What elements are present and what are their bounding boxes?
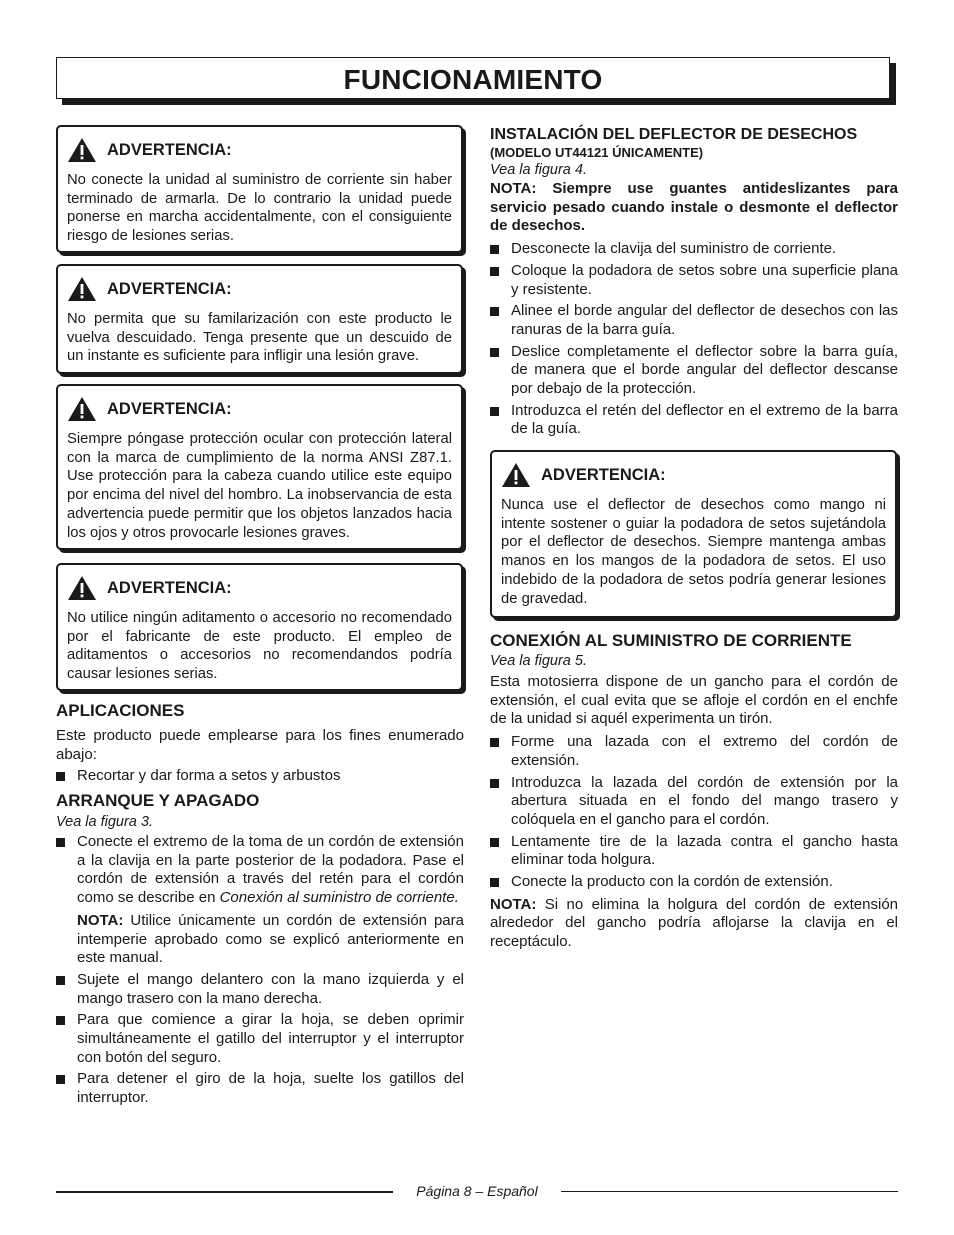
- note-text: Si no elimina la holgura del cordón de extensión alrededor del gancho podría aflojarse la clavija en el receptáculo.: [490, 895, 899, 951]
- note: NOTA: Siempre use guantes antideslizantes para servicio pesado cuando instale o desmonte el deflector de desechos.: [490, 180, 898, 235]
- list-item: Lentamente tire de la lazada contra el gancho hasta eliminar toda holgura.: [490, 833, 898, 870]
- footer-rule-right: [561, 1191, 898, 1192]
- figure-reference: Vea la figura 3.: [56, 814, 153, 830]
- warning-triangle-icon: [67, 396, 97, 422]
- conexion-intro: Esta motosierra dispone de un gancho para el cordón de extensión, el cual evita que se afloje el cordón en el enchfe de la unidad si aquél experimenta un tirón.: [490, 673, 898, 728]
- page-title: FUNCIONAMIENTO: [343, 64, 603, 95]
- warning-triangle-icon: [67, 276, 97, 302]
- list-item: Para que comience a girar la hoja, se deben oprimir simultáneamente el gatillo del interruptor y el interruptor con botón del seguro.: [56, 1011, 464, 1067]
- list-item: Forme una lazada con el extremo del cordón de extensión.: [490, 733, 898, 770]
- warning-box: [56, 125, 463, 253]
- warning-box: [56, 384, 463, 550]
- warning-text: Nunca use el deflector de desechos como mango ni intente sostener o guiar la podadora de setos sujetándola por el deflector de desechos. Siempre mantenga ambas manos en los mangos de la podadora de setos. El uso indebido de la podadora de setos podría generar lesiones de gravedad.: [501, 497, 886, 607]
- list-item: Recortar y dar forma a setos y arbustos: [56, 767, 464, 786]
- warning-text: No permita que su familarización con este producto le vuelva descuidado. Tenga presente que un descuido de un instante es suficiente para infligir una lesión grave.: [67, 311, 452, 365]
- warning-text: No conecte la unidad al suministro de corriente sin haber terminado de armarla. De lo contrario la unidad puede ponerse en marcha accidentalmente, con el consiguiente riesgo de lesiones serias.: [67, 172, 452, 245]
- warning-label: ADVERTENCIA:: [107, 140, 232, 159]
- list-item: Para detener el giro de la hoja, suelte los gatillos del interruptor.: [56, 1070, 464, 1107]
- section-heading: INSTALACIÓN DEL DEFLECTOR DE DESECHOS: [490, 126, 858, 143]
- page-title-box: [56, 57, 890, 99]
- note-label: NOTA:: [490, 895, 537, 913]
- list-item: Coloque la podadora de setos sobre una superficie plana y resistente.: [490, 262, 898, 299]
- note-label: NOTA:: [77, 911, 124, 929]
- note-text: Utilice únicamente un cordón de extensión para intemperie aprobado como se explicó anteriormente en este manual.: [77, 911, 464, 967]
- list-item: Introduzca la lazada del cordón de extensión por la abertura situada en el fondo del mango trasero y colóquela en el gancho para el cordón.: [490, 774, 898, 830]
- list-item: Introduzca el retén del deflector en el extremo de la barra de la guía.: [490, 402, 898, 439]
- aplicaciones-section: [56, 701, 464, 789]
- list-item: [56, 833, 464, 968]
- list-item: Alinee el borde angular del deflector de desechos con las ranuras de la barra guía.: [490, 302, 898, 339]
- deflector-section: [490, 125, 898, 442]
- warning-text: Siempre póngase protección ocular con protección lateral con la marca de cumplimiento de la norma ANSI Z87.1. Use protección para la cabeza cuando utilice este equipo por encima del nivel del hombro. La inobservancia de esta advertencia puede permitir que los objetos lanzados hacia los ojos y otros provocarle lesiones graves.: [67, 431, 452, 541]
- warning-box: [490, 450, 897, 618]
- footer-rule-left: [56, 1191, 393, 1193]
- section-reference: Conexión al suministro de corriente.: [219, 889, 459, 907]
- section-heading: CONEXIÓN AL SUMINISTRO DE CORRIENTE: [490, 631, 852, 650]
- page-footer: Página 8 – Español: [416, 1183, 538, 1199]
- arranque-section: [56, 791, 464, 1111]
- warning-triangle-icon: [67, 575, 97, 601]
- section-subheading: (MODELO UT44121 ÚNICAMENTE): [490, 145, 704, 160]
- section-heading: APLICACIONES: [56, 701, 185, 720]
- note: [77, 912, 464, 968]
- section-heading: ARRANQUE Y APAGADO: [56, 791, 260, 810]
- note: [490, 896, 898, 952]
- conexion-section: [490, 631, 898, 952]
- list-item: Sujete el mango delantero con la mano izquierda y el mango trasero con la mano derecha.: [56, 971, 464, 1008]
- figure-reference: Vea la figura 4.: [490, 162, 587, 178]
- warning-box: [56, 264, 463, 374]
- warning-text: No utilice ningún aditamento o accesorio no recomendado por el fabricante de este producto. El empleo de aditamentos o accesorios no recomendandos podría causar lesiones serias.: [67, 610, 452, 683]
- warning-triangle-icon: [501, 462, 531, 488]
- figure-reference: Vea la figura 5.: [490, 653, 587, 669]
- warning-label: ADVERTENCIA:: [107, 399, 232, 418]
- warning-label: ADVERTENCIA:: [107, 578, 232, 597]
- list-item: Desconecte la clavija del suministro de corriente.: [490, 240, 898, 259]
- warning-box: [56, 563, 463, 691]
- aplicaciones-intro: Este producto puede emplearse para los fines enumerado abajo:: [56, 727, 464, 763]
- list-item-text: Conecte el extremo de la toma de un cordón de extensión a la clavija en la parte posterior de la podadora. Pase el cordón de extensión a través del retén para el cordón como se describe en: [77, 833, 464, 907]
- warning-triangle-icon: [67, 137, 97, 163]
- warning-label: ADVERTENCIA:: [541, 465, 666, 484]
- list-item: Deslice completamente el deflector sobre la barra guía, de manera que el borde angular del deflector descanse por debajo de la protección.: [490, 343, 898, 399]
- warning-label: ADVERTENCIA:: [107, 279, 232, 298]
- list-item: Conecte la producto con la cordón de extensión.: [490, 873, 898, 892]
